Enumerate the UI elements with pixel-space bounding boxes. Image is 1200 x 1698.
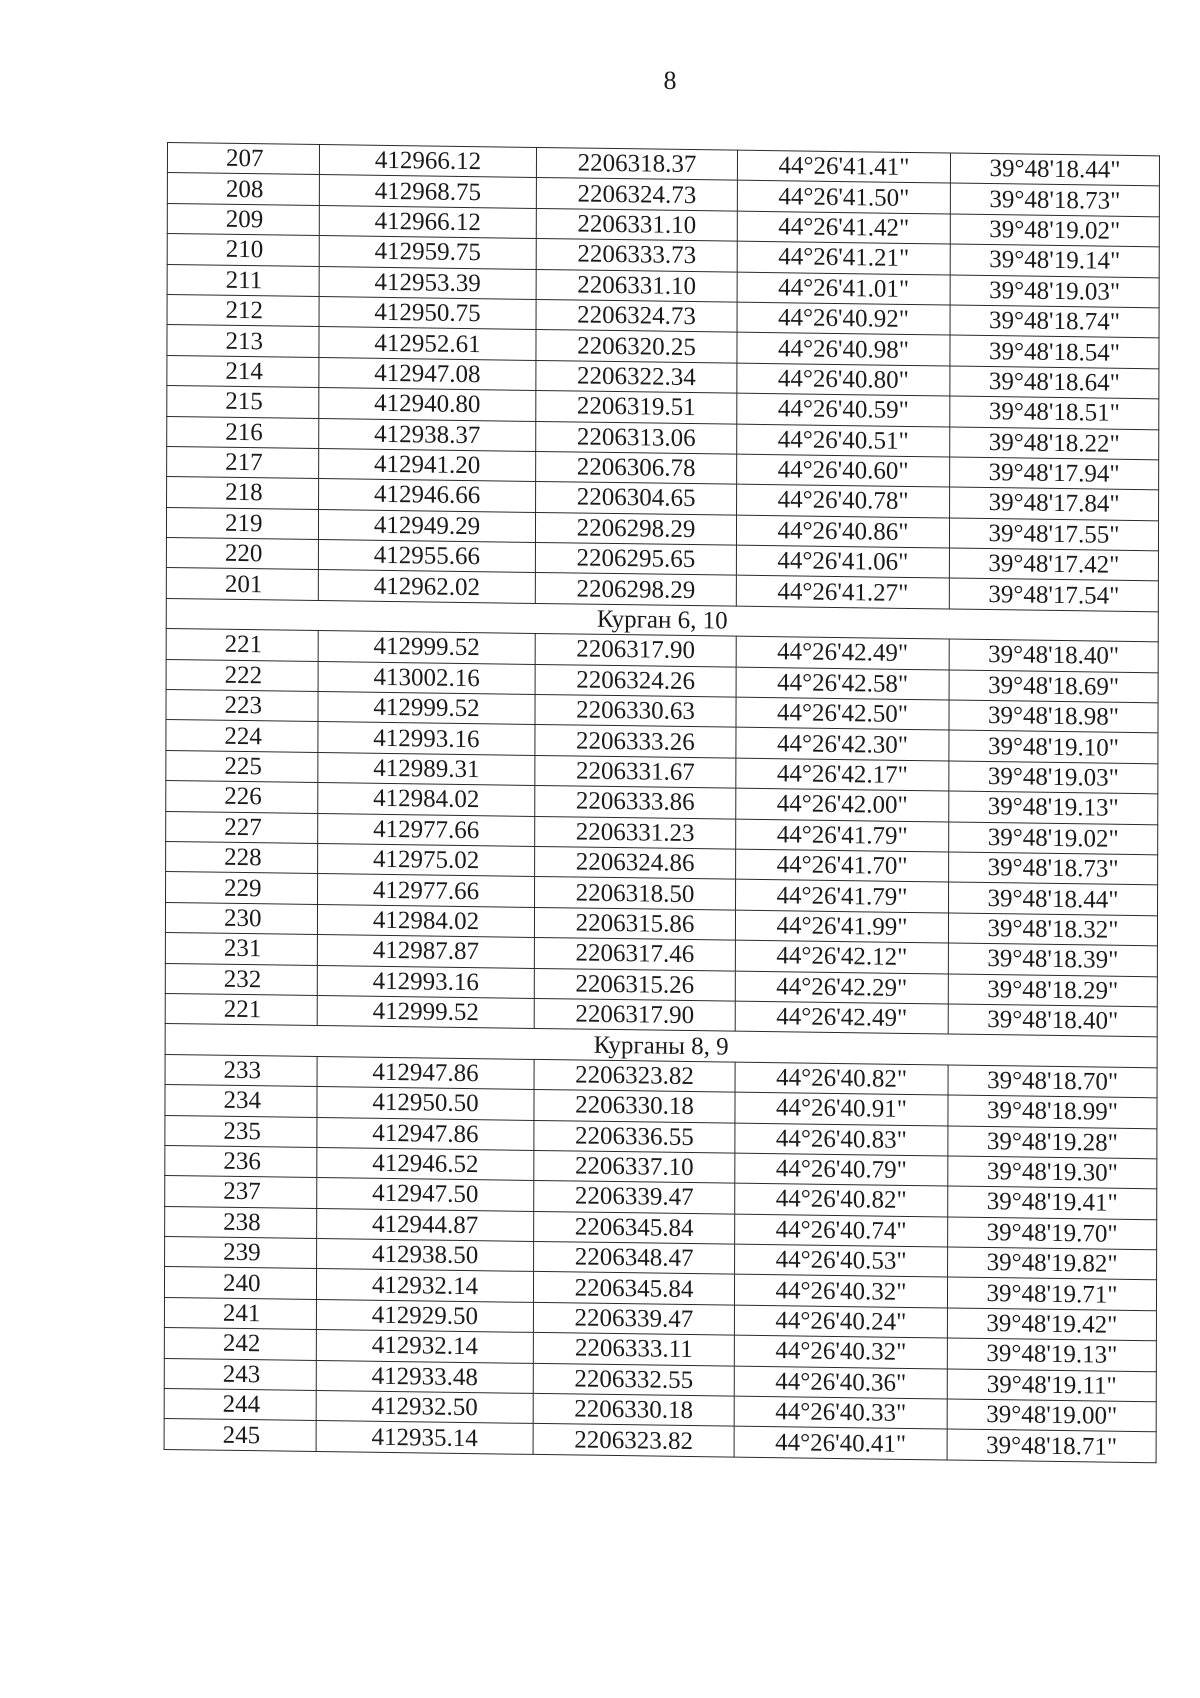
latitude-cell: 44°26'40.92" xyxy=(737,302,950,335)
latitude-cell: 44°26'41.41" xyxy=(737,150,950,183)
y-coordinate-cell: 2206348.47 xyxy=(534,1241,735,1274)
x-coordinate-cell: 412959.75 xyxy=(319,236,536,269)
y-coordinate-cell: 2206345.84 xyxy=(533,1272,734,1305)
y-coordinate-cell: 2206333.11 xyxy=(533,1333,734,1366)
x-coordinate-cell: 412999.52 xyxy=(317,995,534,1028)
longitude-cell: 39°48'17.84" xyxy=(950,487,1159,520)
latitude-cell: 44°26'40.86" xyxy=(736,515,949,548)
point-number-cell: 212 xyxy=(167,294,319,326)
x-coordinate-cell: 412977.66 xyxy=(318,813,535,846)
coordinates-table-wrapper xyxy=(164,142,1167,1463)
y-coordinate-cell: 2206318.50 xyxy=(535,877,736,910)
latitude-cell: 44°26'40.53" xyxy=(735,1244,948,1277)
x-coordinate-cell: 412993.16 xyxy=(318,722,535,755)
point-number-cell: 229 xyxy=(166,872,318,904)
x-coordinate-cell: 412938.37 xyxy=(319,418,536,451)
latitude-cell: 44°26'40.32" xyxy=(734,1335,947,1368)
page-number: 8 xyxy=(663,66,677,95)
point-number-cell: 226 xyxy=(166,781,318,813)
y-coordinate-cell: 2206333.86 xyxy=(535,786,736,819)
latitude-cell: 44°26'40.60" xyxy=(737,454,950,487)
y-coordinate-cell: 2206322.34 xyxy=(536,360,737,393)
point-number-cell: 230 xyxy=(165,902,317,934)
longitude-cell: 39°48'18.39" xyxy=(948,943,1157,976)
x-coordinate-cell: 412950.50 xyxy=(317,1087,534,1120)
latitude-cell: 44°26'40.78" xyxy=(737,484,950,517)
point-number-cell: 240 xyxy=(164,1267,316,1299)
latitude-cell: 44°26'41.99" xyxy=(735,910,948,943)
point-number-cell: 214 xyxy=(167,355,319,387)
x-coordinate-cell: 412950.75 xyxy=(319,296,536,329)
point-number-cell: 209 xyxy=(167,203,319,235)
longitude-cell: 39°48'19.13" xyxy=(947,1338,1156,1371)
longitude-cell: 39°48'19.13" xyxy=(949,791,1158,824)
x-coordinate-cell: 412933.48 xyxy=(316,1360,533,1393)
y-coordinate-cell: 2206324.86 xyxy=(535,846,736,879)
longitude-cell: 39°48'18.70" xyxy=(948,1065,1157,1098)
latitude-cell: 44°26'42.50" xyxy=(736,697,949,730)
y-coordinate-cell: 2206319.51 xyxy=(536,391,737,424)
point-number-cell: 228 xyxy=(166,841,318,873)
x-coordinate-cell: 412947.08 xyxy=(319,357,536,390)
latitude-cell: 44°26'41.42" xyxy=(737,211,950,244)
y-coordinate-cell: 2206333.26 xyxy=(535,725,736,758)
y-coordinate-cell: 2206339.47 xyxy=(534,1181,735,1214)
longitude-cell: 39°48'19.14" xyxy=(950,244,1159,277)
longitude-cell: 39°48'18.44" xyxy=(949,882,1158,915)
x-coordinate-cell: 412968.75 xyxy=(319,175,536,208)
latitude-cell: 44°26'40.82" xyxy=(735,1183,948,1216)
point-number-cell: 211 xyxy=(167,264,319,296)
point-number-cell: 235 xyxy=(165,1115,317,1147)
latitude-cell: 44°26'40.33" xyxy=(734,1396,947,1429)
longitude-cell: 39°48'19.10" xyxy=(949,730,1158,763)
latitude-cell: 44°26'40.74" xyxy=(735,1214,948,1247)
x-coordinate-cell: 412984.02 xyxy=(317,904,534,937)
latitude-cell: 44°26'42.30" xyxy=(736,728,949,761)
y-coordinate-cell: 2206337.10 xyxy=(534,1150,735,1183)
longitude-cell: 39°48'18.73" xyxy=(949,852,1158,885)
x-coordinate-cell: 412935.14 xyxy=(316,1421,533,1454)
latitude-cell: 44°26'42.49" xyxy=(735,1001,948,1034)
longitude-cell: 39°48'19.28" xyxy=(948,1125,1157,1158)
point-number-cell: 218 xyxy=(167,477,319,509)
latitude-cell: 44°26'42.17" xyxy=(736,758,949,791)
y-coordinate-cell: 2206317.90 xyxy=(535,634,736,667)
x-coordinate-cell: 412952.61 xyxy=(319,327,536,360)
point-number-cell: 208 xyxy=(167,173,319,205)
latitude-cell: 44°26'42.12" xyxy=(735,940,948,973)
point-number-cell: 210 xyxy=(167,234,319,266)
x-coordinate-cell: 412962.02 xyxy=(318,570,535,603)
point-number-cell: 245 xyxy=(164,1419,316,1451)
latitude-cell: 44°26'41.70" xyxy=(736,849,949,882)
y-coordinate-cell: 2206330.63 xyxy=(535,694,736,727)
y-coordinate-cell: 2206333.73 xyxy=(536,239,737,272)
latitude-cell: 44°26'40.80" xyxy=(737,363,950,396)
y-coordinate-cell: 2206298.29 xyxy=(535,512,736,545)
longitude-cell: 39°48'19.42" xyxy=(947,1308,1156,1341)
y-coordinate-cell: 2206339.47 xyxy=(533,1302,734,1335)
x-coordinate-cell: 412999.52 xyxy=(318,692,535,725)
x-coordinate-cell: 412946.66 xyxy=(319,479,536,512)
latitude-cell: 44°26'42.49" xyxy=(736,636,949,669)
point-number-cell: 238 xyxy=(165,1206,317,1238)
point-number-cell: 232 xyxy=(165,963,317,995)
x-coordinate-cell: 412975.02 xyxy=(318,844,535,877)
point-number-cell: 217 xyxy=(167,446,319,478)
latitude-cell: 44°26'40.91" xyxy=(735,1092,948,1125)
longitude-cell: 39°48'19.00" xyxy=(947,1399,1156,1432)
x-coordinate-cell: 412941.20 xyxy=(319,448,536,481)
longitude-cell: 39°48'18.71" xyxy=(947,1429,1156,1462)
point-number-cell: 231 xyxy=(165,933,317,965)
latitude-cell: 44°26'40.98" xyxy=(737,333,950,366)
y-coordinate-cell: 2206324.73 xyxy=(536,299,737,332)
longitude-cell: 39°48'19.41" xyxy=(948,1186,1157,1219)
x-coordinate-cell: 412947.86 xyxy=(317,1117,534,1150)
point-number-cell: 242 xyxy=(164,1328,316,1360)
y-coordinate-cell: 2206315.26 xyxy=(534,968,735,1001)
x-coordinate-cell: 412932.14 xyxy=(316,1269,533,1302)
y-coordinate-cell: 2206324.73 xyxy=(536,178,737,211)
x-coordinate-cell: 412944.87 xyxy=(317,1208,534,1241)
point-number-cell: 223 xyxy=(166,690,318,722)
latitude-cell: 44°26'40.32" xyxy=(734,1275,947,1308)
point-number-cell: 220 xyxy=(166,538,318,570)
longitude-cell: 39°48'19.82" xyxy=(948,1247,1157,1280)
x-coordinate-cell: 412989.31 xyxy=(318,752,535,785)
longitude-cell: 39°48'18.54" xyxy=(950,335,1159,368)
y-coordinate-cell: 2206345.84 xyxy=(534,1211,735,1244)
latitude-cell: 44°26'40.83" xyxy=(735,1123,948,1156)
x-coordinate-cell: 412947.50 xyxy=(317,1178,534,1211)
longitude-cell: 39°48'19.03" xyxy=(950,275,1159,308)
x-coordinate-cell: 412938.50 xyxy=(317,1239,534,1272)
group-title: Курганы 8, 9 xyxy=(165,1024,1157,1068)
longitude-cell: 39°48'18.98" xyxy=(949,700,1158,733)
coordinates-table xyxy=(164,142,1160,1463)
point-number-cell: 234 xyxy=(165,1085,317,1117)
latitude-cell: 44°26'40.59" xyxy=(737,393,950,426)
longitude-cell: 39°48'18.99" xyxy=(948,1095,1157,1128)
point-number-cell: 219 xyxy=(166,507,318,539)
y-coordinate-cell: 2206331.23 xyxy=(535,816,736,849)
point-number-cell: 237 xyxy=(165,1176,317,1208)
x-coordinate-cell: 412966.12 xyxy=(319,205,536,238)
longitude-cell: 39°48'18.44" xyxy=(950,153,1159,186)
y-coordinate-cell: 2206318.37 xyxy=(536,147,737,180)
latitude-cell: 44°26'40.36" xyxy=(734,1366,947,1399)
y-coordinate-cell: 2206332.55 xyxy=(533,1363,734,1396)
x-coordinate-cell: 412932.14 xyxy=(316,1330,533,1363)
longitude-cell: 39°48'18.32" xyxy=(948,913,1157,946)
point-number-cell: 221 xyxy=(166,629,318,661)
point-number-cell: 236 xyxy=(165,1145,317,1177)
latitude-cell: 44°26'41.06" xyxy=(736,545,949,578)
longitude-cell: 39°48'19.02" xyxy=(950,214,1159,247)
longitude-cell: 39°48'18.40" xyxy=(949,639,1158,672)
point-number-cell: 241 xyxy=(164,1297,316,1329)
y-coordinate-cell: 2206298.29 xyxy=(535,573,736,606)
point-number-cell: 225 xyxy=(166,750,318,782)
point-number-cell: 201 xyxy=(166,568,318,600)
x-coordinate-cell: 412999.52 xyxy=(318,631,535,664)
latitude-cell: 44°26'41.79" xyxy=(736,819,949,852)
point-number-cell: 216 xyxy=(167,416,319,448)
longitude-cell: 39°48'18.29" xyxy=(948,974,1157,1007)
y-coordinate-cell: 2206331.10 xyxy=(536,208,737,241)
longitude-cell: 39°48'17.54" xyxy=(949,578,1158,611)
y-coordinate-cell: 2206304.65 xyxy=(536,482,737,515)
point-number-cell: 213 xyxy=(167,325,319,357)
point-number-cell: 243 xyxy=(164,1358,316,1390)
longitude-cell: 39°48'19.30" xyxy=(948,1156,1157,1189)
y-coordinate-cell: 2206317.46 xyxy=(534,938,735,971)
longitude-cell: 39°48'19.11" xyxy=(947,1369,1156,1402)
longitude-cell: 39°48'18.73" xyxy=(950,183,1159,216)
y-coordinate-cell: 2206320.25 xyxy=(536,330,737,363)
longitude-cell: 39°48'19.71" xyxy=(947,1277,1156,1310)
latitude-cell: 44°26'40.79" xyxy=(735,1153,948,1186)
latitude-cell: 44°26'42.58" xyxy=(736,667,949,700)
latitude-cell: 44°26'40.51" xyxy=(737,424,950,457)
x-coordinate-cell: 412953.39 xyxy=(319,266,536,299)
latitude-cell: 44°26'40.24" xyxy=(734,1305,947,1338)
x-coordinate-cell: 412947.86 xyxy=(317,1056,534,1089)
y-coordinate-cell: 2206313.06 xyxy=(536,421,737,454)
y-coordinate-cell: 2206317.90 xyxy=(534,998,735,1031)
point-number-cell: 239 xyxy=(165,1237,317,1269)
longitude-cell: 39°48'18.69" xyxy=(949,670,1158,703)
x-coordinate-cell: 412929.50 xyxy=(316,1299,533,1332)
group-title: Курган 6, 10 xyxy=(166,598,1158,642)
longitude-cell: 39°48'18.22" xyxy=(950,427,1159,460)
latitude-cell: 44°26'41.21" xyxy=(737,241,950,274)
point-number-cell: 224 xyxy=(166,720,318,752)
longitude-cell: 39°48'19.03" xyxy=(949,761,1158,794)
point-number-cell: 227 xyxy=(166,811,318,843)
y-coordinate-cell: 2206331.67 xyxy=(535,755,736,788)
point-number-cell: 244 xyxy=(164,1388,316,1420)
y-coordinate-cell: 2206295.65 xyxy=(535,543,736,576)
x-coordinate-cell: 412946.52 xyxy=(317,1147,534,1180)
x-coordinate-cell: 412984.02 xyxy=(318,783,535,816)
y-coordinate-cell: 2206323.82 xyxy=(534,1059,735,1092)
y-coordinate-cell: 2206330.18 xyxy=(533,1393,734,1426)
longitude-cell: 39°48'18.64" xyxy=(950,366,1159,399)
x-coordinate-cell: 412987.87 xyxy=(317,935,534,968)
latitude-cell: 44°26'41.50" xyxy=(737,181,950,214)
coordinates-table-body xyxy=(164,143,1159,1463)
y-coordinate-cell: 2206306.78 xyxy=(536,451,737,484)
x-coordinate-cell: 412977.66 xyxy=(318,874,535,907)
y-coordinate-cell: 2206324.26 xyxy=(535,664,736,697)
y-coordinate-cell: 2206330.18 xyxy=(534,1090,735,1123)
x-coordinate-cell: 412932.50 xyxy=(316,1391,533,1424)
longitude-cell: 39°48'19.02" xyxy=(949,822,1158,855)
longitude-cell: 39°48'17.42" xyxy=(949,548,1158,581)
latitude-cell: 44°26'41.79" xyxy=(736,880,949,913)
point-number-cell: 233 xyxy=(165,1054,317,1086)
latitude-cell: 44°26'41.27" xyxy=(736,576,949,609)
x-coordinate-cell: 412966.12 xyxy=(319,145,536,178)
longitude-cell: 39°48'18.40" xyxy=(948,1004,1157,1037)
point-number-cell: 215 xyxy=(167,386,319,418)
y-coordinate-cell: 2206323.82 xyxy=(533,1424,734,1457)
y-coordinate-cell: 2206331.10 xyxy=(536,269,737,302)
x-coordinate-cell: 412940.80 xyxy=(319,388,536,421)
point-number-cell: 221 xyxy=(165,993,317,1025)
latitude-cell: 44°26'42.29" xyxy=(735,971,948,1004)
x-coordinate-cell: 413002.16 xyxy=(318,661,535,694)
longitude-cell: 39°48'18.51" xyxy=(950,396,1159,429)
longitude-cell: 39°48'17.55" xyxy=(949,518,1158,551)
latitude-cell: 44°26'40.41" xyxy=(734,1427,947,1460)
x-coordinate-cell: 412993.16 xyxy=(317,965,534,998)
longitude-cell: 39°48'17.94" xyxy=(950,457,1159,490)
y-coordinate-cell: 2206315.86 xyxy=(534,907,735,940)
latitude-cell: 44°26'42.00" xyxy=(736,788,949,821)
latitude-cell: 44°26'40.82" xyxy=(735,1062,948,1095)
latitude-cell: 44°26'41.01" xyxy=(737,272,950,305)
longitude-cell: 39°48'18.74" xyxy=(950,305,1159,338)
longitude-cell: 39°48'19.70" xyxy=(948,1217,1157,1250)
x-coordinate-cell: 412955.66 xyxy=(318,540,535,573)
x-coordinate-cell: 412949.29 xyxy=(318,509,535,542)
y-coordinate-cell: 2206336.55 xyxy=(534,1120,735,1153)
point-number-cell: 207 xyxy=(167,143,319,175)
point-number-cell: 222 xyxy=(166,659,318,691)
